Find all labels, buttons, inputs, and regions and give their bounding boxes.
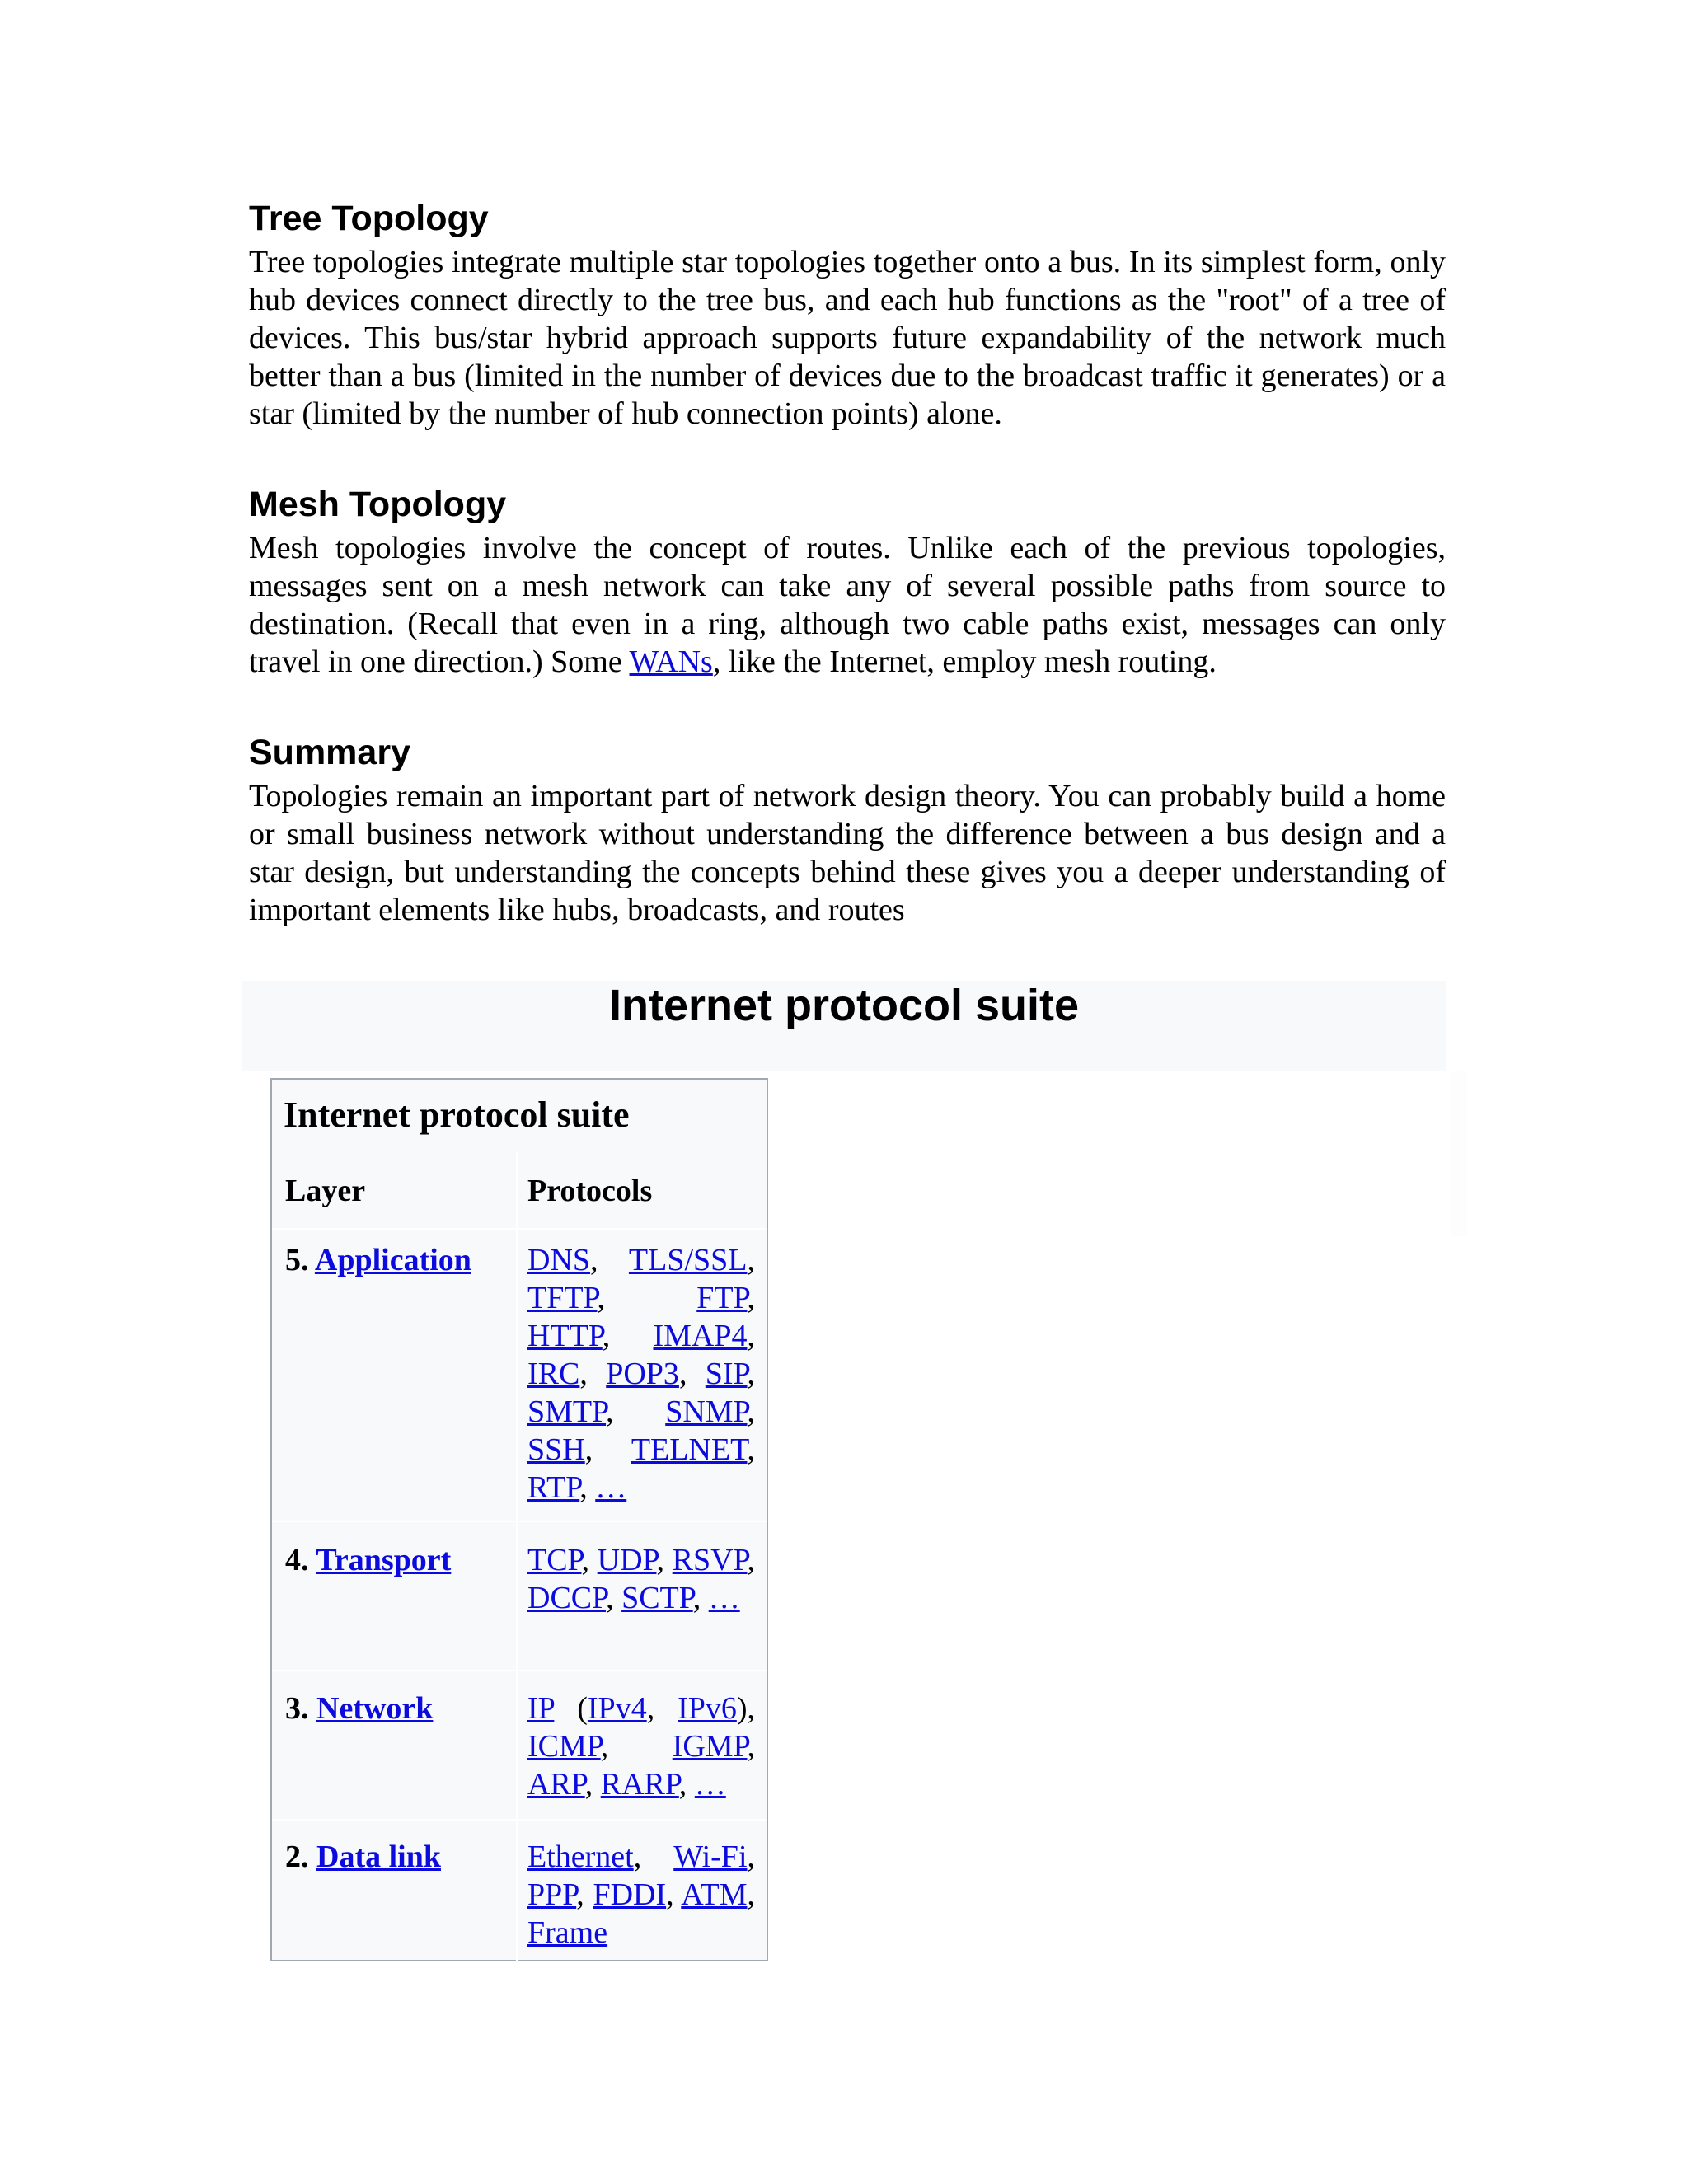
infobox-row-divider — [272, 1819, 767, 1821]
protocol-link[interactable]: SMTP — [528, 1394, 607, 1429]
tree-topology-heading: Tree Topology — [249, 199, 489, 238]
infobox-row-divider — [272, 1670, 767, 1671]
summary-heading: Summary — [249, 733, 410, 772]
protocol-link[interactable]: RSVP — [672, 1543, 748, 1577]
application-protocols: DNS, TLS/SSL, TFTP, FTP, HTTP, IMAP4, IRC, POP3, SIP, SMTP, SNMP, SSH, TELNET, RTP, … — [528, 1243, 756, 1505]
protocol-link[interactable]: IPv4 — [587, 1691, 647, 1726]
protocol-link[interactable]: IPv6 — [678, 1691, 737, 1726]
layer-application — [285, 1241, 508, 1279]
data-link-protocols: Ethernet, Wi-Fi, PPP, FDDI, ATM, Frame — [528, 1840, 755, 1950]
protocol-link[interactable]: DNS — [528, 1243, 591, 1277]
protocol-link[interactable]: HTTP — [528, 1319, 603, 1353]
infobox-header-layer: Layer — [285, 1174, 366, 1208]
protocol-infobox — [270, 1078, 768, 1961]
infobox-column-divider — [516, 1152, 518, 1961]
infobox-caption: Internet protocol suite — [284, 1094, 630, 1135]
layer-number: 5. — [285, 1243, 315, 1277]
protocol-link[interactable]: TFTP — [528, 1281, 598, 1315]
summary-paragraph: Topologies remain an important part of network design theory. You can probably build a home or small business network without understanding the difference between a bus design and a star design, but understanding the concepts behind these gives you a deeper understanding of important elements like hubs, broadcasts, and routes — [249, 779, 1446, 927]
protocol-link[interactable]: TELNET — [631, 1432, 748, 1467]
more-protocols-link[interactable]: … — [708, 1581, 740, 1615]
protocol-link[interactable]: IP — [528, 1691, 555, 1726]
infobox-header-protocols: Protocols — [528, 1174, 653, 1208]
mesh-topology-heading: Mesh Topology — [249, 485, 507, 524]
protocol-link[interactable]: SSH — [528, 1432, 585, 1467]
protocol-link[interactable]: UDP — [597, 1543, 657, 1577]
transport-link[interactable]: Transport — [316, 1543, 452, 1577]
more-protocols-link[interactable]: … — [694, 1767, 726, 1802]
layer-network — [285, 1690, 508, 1727]
protocol-link[interactable]: SIP — [705, 1357, 748, 1391]
application-link[interactable]: Application — [314, 1243, 471, 1277]
layer-data-link — [285, 1838, 508, 1876]
protocol-link[interactable]: ATM — [681, 1877, 748, 1912]
mesh-text-after-link: , like the Internet, employ mesh routing. — [712, 644, 1217, 679]
layer-number: 3. — [285, 1691, 316, 1726]
protocol-link[interactable]: ARP — [528, 1767, 585, 1802]
protocol-link[interactable]: IGMP — [672, 1729, 748, 1764]
network-link[interactable]: Network — [316, 1691, 434, 1726]
protocol-link[interactable]: PPP — [528, 1877, 577, 1912]
transport-protocols: TCP, UDP, RSVP, DCCP, SCTP, … — [528, 1543, 756, 1615]
protocol-link[interactable]: Ethernet — [528, 1840, 634, 1874]
network-protocols: IP (IPv4, IPv6), ICMP, IGMP, ARP, RARP, … — [528, 1691, 756, 1802]
protocol-link[interactable]: IMAP4 — [653, 1319, 748, 1353]
protocol-link[interactable]: Frame — [528, 1915, 608, 1950]
protocol-link[interactable]: TCP — [528, 1543, 582, 1577]
layer-number: 2. — [285, 1840, 316, 1874]
protocol-link[interactable]: ICMP — [528, 1729, 601, 1764]
protocol-link[interactable]: Wi-Fi — [673, 1840, 748, 1874]
protocol-link[interactable]: FTP — [696, 1281, 748, 1315]
protocol-link[interactable]: DCCP — [528, 1581, 607, 1615]
layer-number: 4. — [285, 1543, 316, 1577]
protocol-link[interactable]: IRC — [528, 1357, 580, 1391]
suite-title: Internet protocol suite — [608, 981, 1080, 1030]
wans-link[interactable]: WANs — [629, 644, 713, 679]
infobox-row-divider — [272, 1228, 767, 1230]
tree-topology-paragraph: Tree topologies integrate multiple star topologies together onto a bus. In its simplest form, only hub devices connect directly to the tree bus, and each hub functions as the "root" of a tree of devices. This bus/star hybrid approach supports future expandability of the network much better than a bus (limited in the number of devices due to the broadcast traffic it generates) or a star (limited by the number of hub connection points) alone. — [249, 245, 1446, 431]
article-body — [249, 198, 1446, 929]
mesh-text-before-link: Mesh topologies involve the concept of routes. Unlike each of the previous topologies, messages sent on a mesh network can take any of several possible paths from source to destination. (Recall that even in a ring, although two cable paths exist, messages can only travel in one direction.) Some — [249, 531, 1446, 679]
mesh-topology-paragraph — [249, 529, 1446, 681]
more-protocols-link[interactable]: … — [595, 1470, 627, 1505]
protocol-link[interactable]: TLS/SSL — [628, 1243, 748, 1277]
protocol-link[interactable]: SCTP — [621, 1581, 693, 1615]
protocol-link[interactable]: RARP — [600, 1767, 679, 1802]
infobox-row-divider — [272, 1521, 767, 1522]
suite-right-shade — [1451, 1071, 1467, 1236]
protocol-link[interactable]: POP3 — [606, 1357, 679, 1391]
protocol-link[interactable]: FDDI — [593, 1877, 667, 1912]
data-link-link[interactable]: Data link — [316, 1840, 441, 1874]
protocol-link[interactable]: SNMP — [665, 1394, 748, 1429]
protocol-link[interactable]: RTP — [528, 1470, 580, 1505]
layer-transport — [285, 1541, 508, 1579]
